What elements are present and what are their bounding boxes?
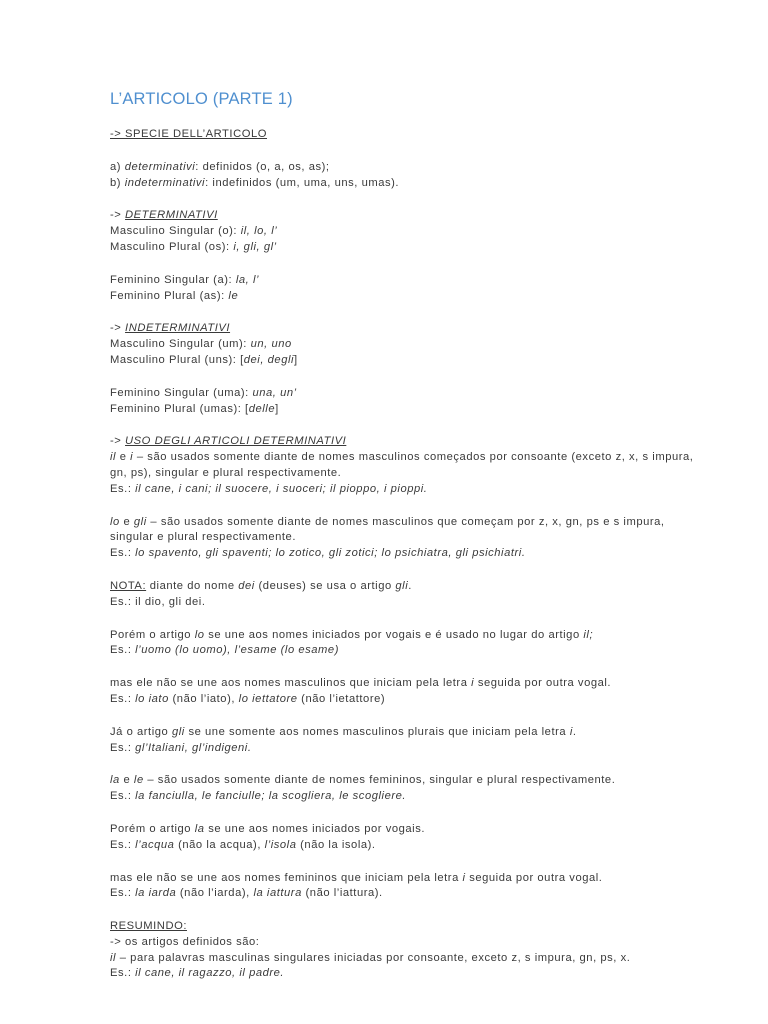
determinativi-heading: DETERMINATIVI xyxy=(125,209,218,222)
porem-la-paragraph: Porém o artigo la se une aos nomes iniciados por vogais. Es.: l’acqua (não la acqua), l’isola (não la isola). xyxy=(110,822,426,851)
indeterminativi-masculine: -> INDETERMINATIVI Masculino Singular (um): un, uno Masculino Plural (uns): [dei, degli] xyxy=(110,322,298,366)
determinativi-masculine: -> DETERMINATIVI Masculino Singular (o): il, lo, l’ Masculino Plural (os): i, gli, gl’ xyxy=(110,209,278,253)
mas-la-paragraph: mas ele não se une aos nomes femininos que iniciam pela letra i seguida por outra vogal. Es.: la iarda (não l’iarda), la iattura (não l’iattura). xyxy=(110,871,603,900)
indeterminativi-feminine: Feminino Singular (uma): una, un’ Feminino Plural (umas): [delle] xyxy=(110,386,297,415)
term-determinativi: determinativi xyxy=(124,160,196,173)
specie-heading: -> SPECIE DELL’ARTICOLO xyxy=(110,128,267,140)
la-le-paragraph: la e le – são usados somente diante de nomes femininos, singular e plural respectivamente. Es.: la fanciulla, le fanciulle; la scogliera, le scogliere. xyxy=(110,774,616,803)
determinativi-feminine: Feminino Singular (a): la, l’ Feminino Plural (as): le xyxy=(110,273,260,302)
gli-paragraph: Já o artigo gli se une somente aos nomes masculinos plurais que iniciam pela letra i. Es.: gl’Italiani, gl’indigeni. xyxy=(110,725,577,754)
mas-lo-paragraph: mas ele não se une aos nomes masculinos que iniciam pela letra i seguida por outra vogal. Es.: lo iato (não l’iato), lo iettatore (não l’ietattore) xyxy=(110,677,612,705)
nota-label: NOTA: xyxy=(110,579,147,592)
resumindo-paragraph: RESUMINDO: -> os artigos definidos são: il – para palavras masculinas singulares iniciadas por consoante, exceto z, s impura, gn, ps, x. Es.: il cane, il ragazzo, il padre. xyxy=(110,920,631,980)
resumindo-heading: RESUMINDO: xyxy=(110,920,187,933)
indeterminativi-heading: INDETERMINATIVI xyxy=(125,322,231,335)
uso-il-i: -> USO DEGLI ARTICOLI DETERMINATIVI il e i – são usados somente diante de nomes masculinos começados por consoante (exceto z, x, s impura, gn, ps), singular e plural respectivamente. Es.: il cane, i cani; il suocere, i suoceri; il pioppo, i pioppi. xyxy=(110,435,694,495)
specie-list: a) determinativi: definidos (o, a, os, as); b) indeterminativi: indefinidos (um, uma, uns, umas). xyxy=(110,160,400,189)
uso-heading: USO DEGLI ARTICOLI DETERMINATIVI xyxy=(125,435,347,448)
term-indeterminativi: indeterminativi xyxy=(124,176,206,189)
uso-lo-gli: lo e gli – são usados somente diante de nomes masculinos que começam por z, x, gn, ps e s impura, singular e plural respectivamente. Es.: lo spavento, gli spaventi; lo zotico, gli zotici; lo psichiatra, gli psichiatri. xyxy=(110,515,665,560)
document-body xyxy=(110,127,710,999)
nota-paragraph: NOTA: diante do nome dei (deuses) se usa o artigo gli. Es.: il dio, gli dei. xyxy=(110,579,412,608)
page-title: L’ARTICOLO (PARTE 1) xyxy=(110,90,293,108)
specie-section xyxy=(110,127,710,143)
porem-lo-paragraph: Porém o artigo lo se une aos nomes iniciados por vogais e é usado no lugar do artigo il; Es.: l’uomo (lo uomo), l’esame (lo esame) xyxy=(110,628,594,657)
